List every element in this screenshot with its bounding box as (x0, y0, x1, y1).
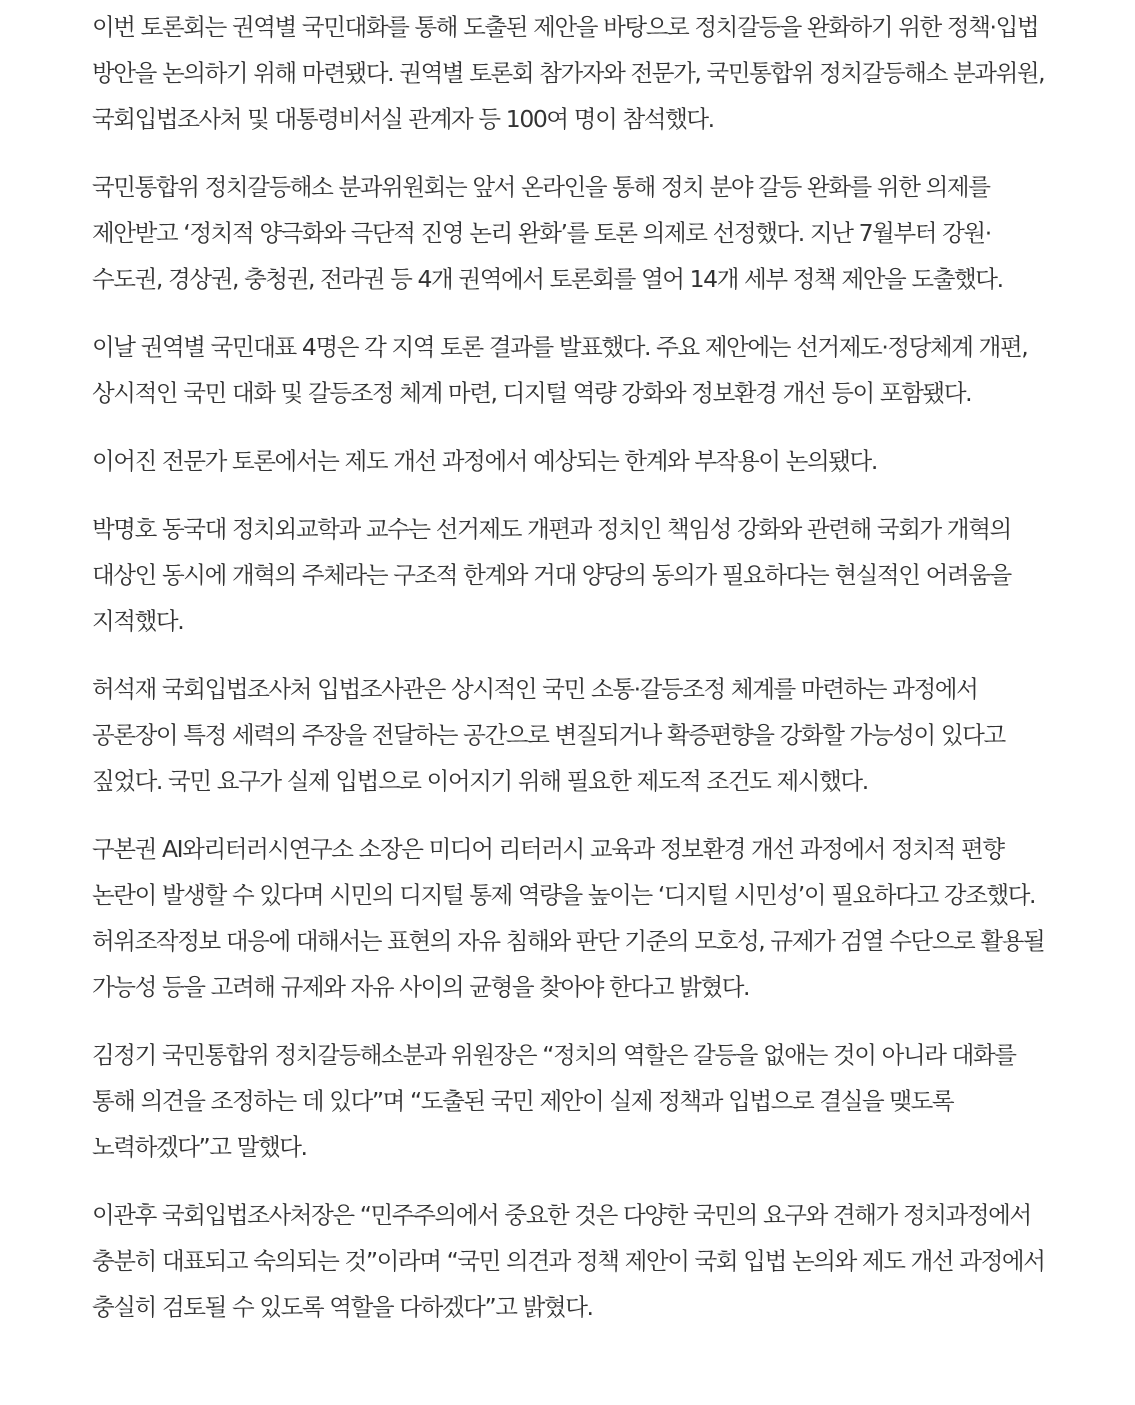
paragraph-park: 박명호 동국대 정치외교학과 교수는 선거제도 개편과 정치인 책임성 강화와 관련해 국회가 개혁의 대상인 동시에 개혁의 주체라는 구조적 한계와 거대 양당의 동의가 필요하다는 현실적인 어려움을 지적했다. (92, 515, 1011, 635)
paragraph-proposals: 이날 권역별 국민대표 4명은 각 지역 토론 결과를 발표했다. 주요 제안에는 선거제도·정당체계 개편, 상시적인 국민 대화 및 갈등조정 체계 마련, 디지털 역량 강화와 정보환경 개선 등이 포함됐다. (92, 333, 1028, 407)
paragraph-kim: 김정기 국민통합위 정치갈등해소분과 위원장은 “정치의 역할은 갈등을 없애는 것이 아니라 대화를 통해 의견을 조정하는 데 있다”며 “도출된 국민 제안이 실제 정책과 입법으로 결실을 맺도록 노력하겠다”고 말했다. (92, 1041, 1016, 1161)
paragraph-koo: 구본권 AI와리터러시연구소 소장은 미디어 리터러시 교육과 정보환경 개선 과정에서 정치적 편향 논란이 발생할 수 있다며 시민의 디지털 통제 역량을 높이는 ‘디지털 시민성’이 필요하다고 강조했다. 허위조작정보 대응에 대해서는 표현의 자유 침해와 판단 기준의 모호성, 규제가 검열 수단으로 활용될 가능성 등을 고려해 규제와 자유 사이의 균형을 찾아야 한다고 밝혔다. (92, 835, 1045, 1001)
paragraph-intro: 이번 토론회는 권역별 국민대화를 통해 도출된 제안을 바탕으로 정치갈등을 완화하기 위한 정책·입법 방안을 논의하기 위해 마련됐다. 권역별 토론회 참가자와 전문가, 국민통합위 정치갈등해소 분과위원, 국회입법조사처 및 대통령비서실 관계자 등 100여 명이 참석했다. (92, 13, 1045, 133)
paragraph-expert-discussion: 이어진 전문가 토론에서는 제도 개선 과정에서 예상되는 한계와 부작용이 논의됐다. (92, 447, 877, 475)
paragraph-agenda: 국민통합위 정치갈등해소 분과위원회는 앞서 온라인을 통해 정치 분야 갈등 완화를 위한 의제를 제안받고 ‘정치적 양극화와 극단적 진영 논리 완화’를 토론 의제로 선정했다. 지난 7월부터 강원·수도권, 경상권, 충청권, 전라권 등 4개 권역에서 토론회를 열어 14개 세부 정책 제안을 도출했다. (92, 173, 1003, 293)
paragraph-lee: 이관후 국회입법조사처장은 “민주주의에서 중요한 것은 다양한 국민의 요구와 견해가 정치과정에서 충분히 대표되고 숙의되는 것”이라며 “국민 의견과 정책 제안이 국회 입법 논의와 제도 개선 과정에서 충실히 검토될 수 있도록 역할을 다하겠다”고 밝혔다. (92, 1201, 1045, 1321)
paragraph-heo: 허석재 국회입법조사처 입법조사관은 상시적인 국민 소통·갈등조정 체계를 마련하는 과정에서 공론장이 특정 세력의 주장을 전달하는 공간으로 변질되거나 확증편향을 강화할 가능성이 있다고 짚었다. 국민 요구가 실제 입법으로 이어지기 위해 필요한 제도적 조건도 제시했다. (92, 675, 1005, 795)
article-body (92, 0, 1060, 1352)
